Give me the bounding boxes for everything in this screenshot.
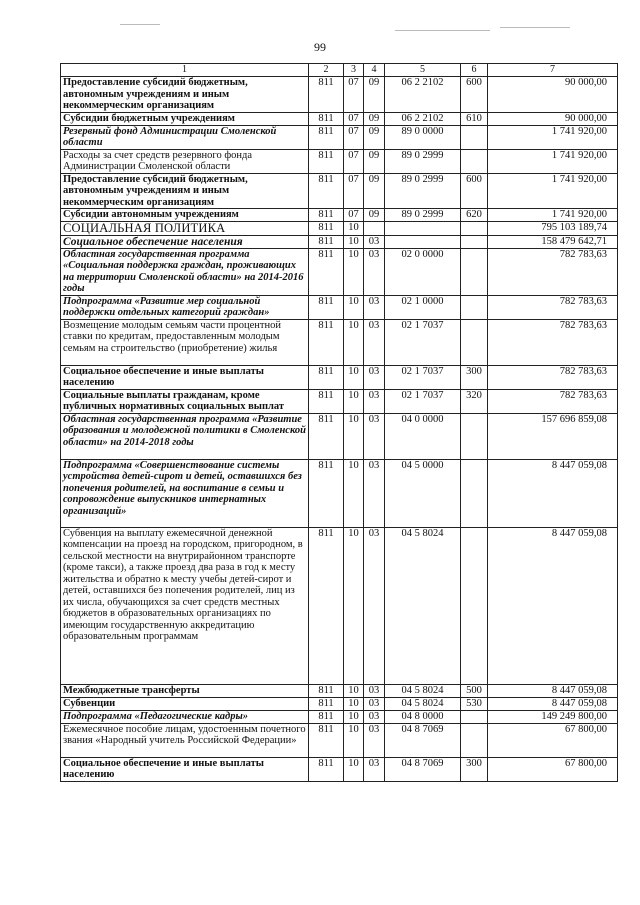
amount-cell: 8 447 059,08 [488, 684, 618, 697]
subsection-code-cell: 09 [364, 209, 385, 222]
header-row [61, 64, 618, 77]
amount-cell: 1 741 920,00 [488, 173, 618, 209]
header-cell: 7 [488, 64, 618, 77]
section-code-cell: 10 [344, 248, 364, 295]
row-name-cell: СОЦИАЛЬНАЯ ПОЛИТИКА [61, 222, 309, 236]
section-code-cell: 10 [344, 319, 364, 365]
admin-code-cell: 811 [309, 710, 344, 723]
scan-artifact [395, 30, 490, 31]
amount-cell: 782 783,63 [488, 248, 618, 295]
admin-code-cell: 811 [309, 459, 344, 527]
amount-cell: 90 000,00 [488, 77, 618, 113]
section-code-cell: 10 [344, 459, 364, 527]
amount-cell: 67 800,00 [488, 723, 618, 757]
admin-code-cell: 811 [309, 248, 344, 295]
row-name-cell: Социальное обеспечение населения [61, 235, 309, 248]
amount-cell: 8 447 059,08 [488, 459, 618, 527]
amount-cell: 67 800,00 [488, 757, 618, 781]
amount-cell: 8 447 059,08 [488, 527, 618, 684]
expense-type-cell [461, 413, 488, 459]
table-row [61, 710, 618, 723]
target-article-cell: 04 5 8024 [385, 527, 461, 684]
target-article-cell: 89 0 2999 [385, 173, 461, 209]
expense-type-cell [461, 248, 488, 295]
admin-code-cell: 811 [309, 365, 344, 389]
table-row [61, 235, 618, 248]
table-row [61, 248, 618, 295]
header-cell: 5 [385, 64, 461, 77]
target-article-cell: 02 1 7037 [385, 389, 461, 413]
header-cell: 1 [61, 64, 309, 77]
expense-type-cell [461, 319, 488, 365]
table-row [61, 723, 618, 757]
section-code-cell: 10 [344, 527, 364, 684]
table-row [61, 77, 618, 113]
row-name-cell: Подпрограмма «Развитие мер социальной поддержки отдельных категорий граждан» [61, 295, 309, 319]
admin-code-cell: 811 [309, 222, 344, 236]
page-number: 99 [314, 40, 326, 54]
section-code-cell: 10 [344, 365, 364, 389]
target-article-cell [385, 235, 461, 248]
target-article-cell: 89 0 0000 [385, 125, 461, 149]
row-name-cell: Областная государственная программа «Развитие образования и молодежной политики в Смоленской области» на 2014-2018 годы [61, 413, 309, 459]
row-name-cell: Субсидии бюджетным учреждениям [61, 112, 309, 125]
table-row [61, 112, 618, 125]
row-name-cell: Возмещение молодым семьям части процентной ставки по кредитам, предоставленным молодым семьям на строительство (приобретение) жилья [61, 319, 309, 365]
row-name-cell: Субвенции [61, 697, 309, 710]
section-code-cell: 10 [344, 413, 364, 459]
subsection-code-cell: 03 [364, 459, 385, 527]
amount-cell: 149 249 800,00 [488, 710, 618, 723]
table-row [61, 365, 618, 389]
table-row [61, 697, 618, 710]
section-code-cell: 10 [344, 710, 364, 723]
expense-type-cell: 530 [461, 697, 488, 710]
row-name-cell: Социальное обеспечение и иные выплаты населению [61, 757, 309, 781]
row-name-cell: Субсидии автономным учреждениям [61, 209, 309, 222]
table-row [61, 222, 618, 236]
admin-code-cell: 811 [309, 527, 344, 684]
expense-type-cell [461, 125, 488, 149]
subsection-code-cell: 03 [364, 527, 385, 684]
table-row [61, 173, 618, 209]
section-code-cell: 07 [344, 77, 364, 113]
section-code-cell: 10 [344, 222, 364, 236]
row-name-cell: Подпрограмма «Педагогические кадры» [61, 710, 309, 723]
scan-artifact [500, 27, 570, 28]
table-row [61, 459, 618, 527]
row-name-cell: Предоставление субсидий бюджетным, автономным учреждениям и иным некоммерческим организациям [61, 77, 309, 113]
row-name-cell: Расходы за счет средств резервного фонда Администрации Смоленской области [61, 149, 309, 173]
scan-artifact [120, 24, 160, 25]
target-article-cell: 02 1 7037 [385, 319, 461, 365]
target-article-cell: 89 0 2999 [385, 209, 461, 222]
target-article-cell: 89 0 2999 [385, 149, 461, 173]
amount-cell: 782 783,63 [488, 295, 618, 319]
amount-cell: 782 783,63 [488, 365, 618, 389]
section-code-cell: 07 [344, 149, 364, 173]
row-name-cell: Резервный фонд Администрации Смоленской области [61, 125, 309, 149]
admin-code-cell: 811 [309, 77, 344, 113]
admin-code-cell: 811 [309, 173, 344, 209]
target-article-cell: 04 8 7069 [385, 723, 461, 757]
table-row [61, 319, 618, 365]
expense-type-cell [461, 459, 488, 527]
subsection-code-cell [364, 222, 385, 236]
amount-cell: 1 741 920,00 [488, 149, 618, 173]
amount-cell: 1 741 920,00 [488, 209, 618, 222]
admin-code-cell: 811 [309, 209, 344, 222]
row-name-cell: Областная государственная программа «Социальная поддержка граждан, проживающих на территории Смоленской области» на 2014-2016 годы [61, 248, 309, 295]
table-row [61, 757, 618, 781]
expense-type-cell: 620 [461, 209, 488, 222]
admin-code-cell: 811 [309, 235, 344, 248]
amount-cell: 8 447 059,08 [488, 697, 618, 710]
amount-cell: 795 103 189,74 [488, 222, 618, 236]
expense-type-cell: 300 [461, 757, 488, 781]
target-article-cell: 06 2 2102 [385, 112, 461, 125]
target-article-cell: 04 5 8024 [385, 697, 461, 710]
row-name-cell: Ежемесячное пособие лицам, удостоенным почетного звания «Народный учитель Российской Федерации» [61, 723, 309, 757]
section-code-cell: 07 [344, 209, 364, 222]
admin-code-cell: 811 [309, 413, 344, 459]
subsection-code-cell: 09 [364, 112, 385, 125]
subsection-code-cell: 09 [364, 77, 385, 113]
subsection-code-cell: 09 [364, 173, 385, 209]
row-name-cell: Социальные выплаты гражданам, кроме публичных нормативных социальных выплат [61, 389, 309, 413]
amount-cell: 782 783,63 [488, 389, 618, 413]
row-name-cell: Социальное обеспечение и иные выплаты населению [61, 365, 309, 389]
admin-code-cell: 811 [309, 319, 344, 365]
table-row [61, 684, 618, 697]
header-cell: 6 [461, 64, 488, 77]
table-row [61, 149, 618, 173]
expense-type-cell [461, 527, 488, 684]
admin-code-cell: 811 [309, 684, 344, 697]
target-article-cell: 02 1 0000 [385, 295, 461, 319]
section-code-cell: 07 [344, 112, 364, 125]
admin-code-cell: 811 [309, 149, 344, 173]
target-article-cell: 04 0 0000 [385, 413, 461, 459]
section-code-cell: 10 [344, 697, 364, 710]
section-code-cell: 07 [344, 173, 364, 209]
expense-type-cell: 320 [461, 389, 488, 413]
admin-code-cell: 811 [309, 757, 344, 781]
amount-cell: 158 479 642,71 [488, 235, 618, 248]
section-code-cell: 10 [344, 295, 364, 319]
table-row [61, 413, 618, 459]
subsection-code-cell: 03 [364, 413, 385, 459]
target-article-cell: 06 2 2102 [385, 77, 461, 113]
subsection-code-cell: 03 [364, 295, 385, 319]
subsection-code-cell: 09 [364, 125, 385, 149]
subsection-code-cell: 03 [364, 697, 385, 710]
expense-type-cell [461, 149, 488, 173]
section-code-cell: 10 [344, 235, 364, 248]
admin-code-cell: 811 [309, 112, 344, 125]
target-article-cell: 02 1 7037 [385, 365, 461, 389]
expense-type-cell: 610 [461, 112, 488, 125]
row-name-cell: Субвенция на выплату ежемесячной денежной компенсации на проезд на городском, пригородном, в сельской местности на внутрирайонном транспорте (кроме такси), а также проезд два раза в год к месту жительства и обратно к месту учебы детей-сирот и детей, оставшихся без попечения родителей, лиц из их числа, обучающихся за счет средств местных бюджетов в образовательных организациях по имеющим государственную аккредитацию образовательным программам [61, 527, 309, 684]
target-article-cell: 04 5 0000 [385, 459, 461, 527]
amount-cell: 782 783,63 [488, 319, 618, 365]
row-name-cell: Подпрограмма «Совершенствование системы устройства детей-сирот и детей, оставшихся без попечения родителей, на воспитание в семьи и сопровождение выпускников интернатных организаций» [61, 459, 309, 527]
target-article-cell: 04 5 8024 [385, 684, 461, 697]
amount-cell: 90 000,00 [488, 112, 618, 125]
subsection-code-cell: 03 [364, 710, 385, 723]
table-row [61, 125, 618, 149]
section-code-cell: 07 [344, 125, 364, 149]
subsection-code-cell: 03 [364, 723, 385, 757]
header-cell: 3 [344, 64, 364, 77]
subsection-code-cell: 09 [364, 149, 385, 173]
target-article-cell: 04 8 7069 [385, 757, 461, 781]
target-article-cell: 04 8 0000 [385, 710, 461, 723]
section-code-cell: 10 [344, 684, 364, 697]
header-cell: 4 [364, 64, 385, 77]
expense-type-cell [461, 222, 488, 236]
admin-code-cell: 811 [309, 389, 344, 413]
admin-code-cell: 811 [309, 697, 344, 710]
row-name-cell: Межбюджетные трансферты [61, 684, 309, 697]
subsection-code-cell: 03 [364, 389, 385, 413]
table-row [61, 389, 618, 413]
subsection-code-cell: 03 [364, 235, 385, 248]
amount-cell: 1 741 920,00 [488, 125, 618, 149]
expense-type-cell [461, 723, 488, 757]
subsection-code-cell: 03 [364, 319, 385, 365]
table-row [61, 209, 618, 222]
expense-type-cell: 600 [461, 77, 488, 113]
section-code-cell: 10 [344, 389, 364, 413]
amount-cell: 157 696 859,08 [488, 413, 618, 459]
budget-table [60, 63, 618, 782]
section-code-cell: 10 [344, 757, 364, 781]
subsection-code-cell: 03 [364, 757, 385, 781]
expense-type-cell: 500 [461, 684, 488, 697]
expense-type-cell [461, 710, 488, 723]
header-cell: 2 [309, 64, 344, 77]
admin-code-cell: 811 [309, 125, 344, 149]
subsection-code-cell: 03 [364, 684, 385, 697]
row-name-cell: Предоставление субсидий бюджетным, автономным учреждениям и иным некоммерческим организациям [61, 173, 309, 209]
target-article-cell [385, 222, 461, 236]
expense-type-cell: 600 [461, 173, 488, 209]
expense-type-cell: 300 [461, 365, 488, 389]
expense-type-cell [461, 295, 488, 319]
admin-code-cell: 811 [309, 723, 344, 757]
target-article-cell: 02 0 0000 [385, 248, 461, 295]
expense-type-cell [461, 235, 488, 248]
table-row [61, 295, 618, 319]
subsection-code-cell: 03 [364, 248, 385, 295]
section-code-cell: 10 [344, 723, 364, 757]
table-row [61, 527, 618, 684]
subsection-code-cell: 03 [364, 365, 385, 389]
admin-code-cell: 811 [309, 295, 344, 319]
